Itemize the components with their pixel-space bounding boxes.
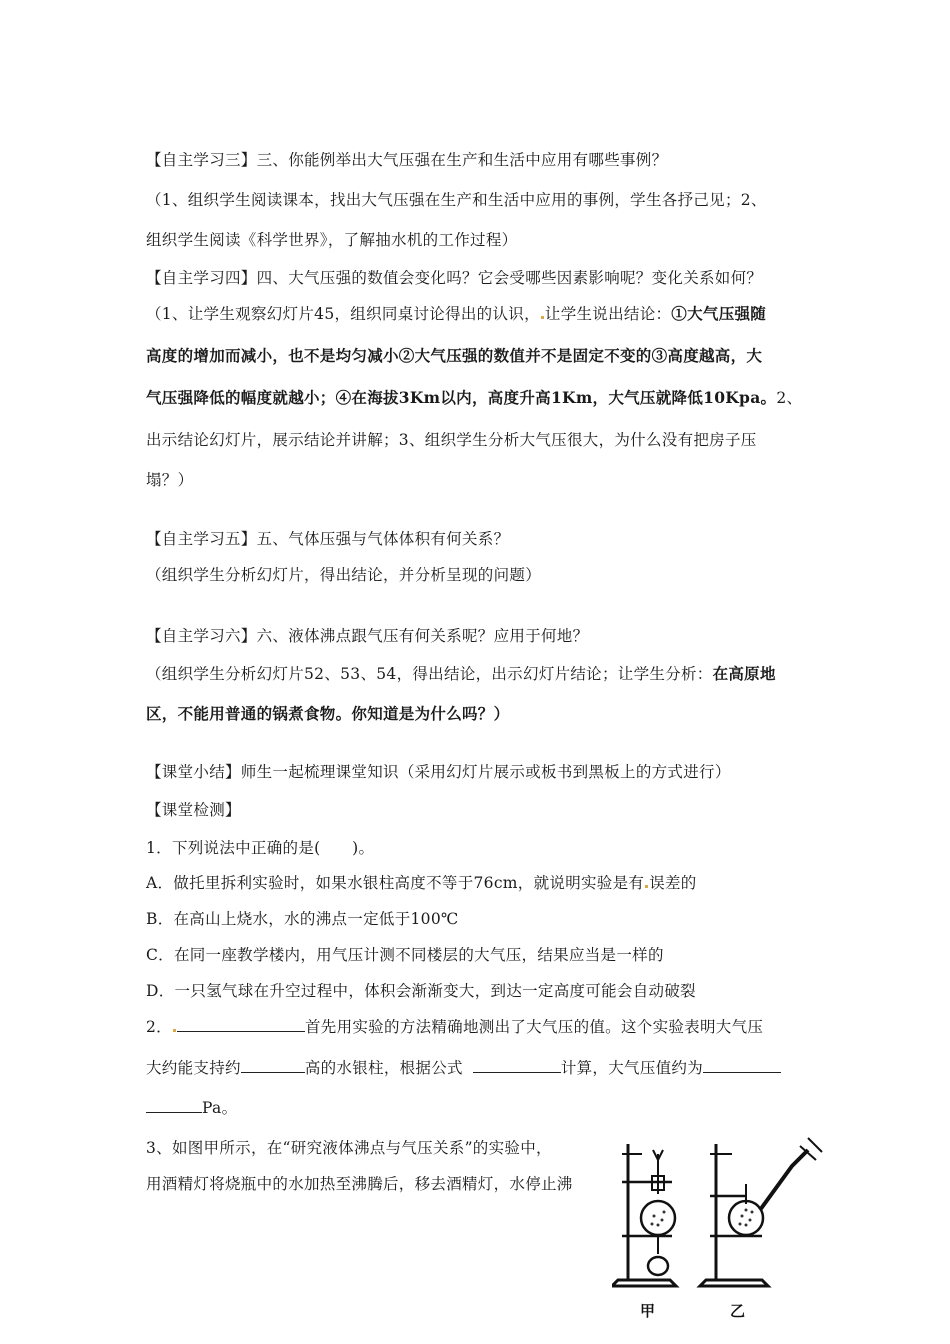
q1-option-b: B．在高山上烧水，水的沸点一定低于100℃ (146, 910, 459, 928)
check-heading: 【课堂检测】 (146, 801, 241, 819)
s5-title: 五、气体压强与气体体积有何关系？ (256, 530, 510, 548)
s6-tag: 【自主学习六】 (146, 627, 257, 645)
q3-line-1: 3、如图甲所示，在“研究液体沸点与气压关系”的实验中， (146, 1139, 552, 1157)
s5-para-1: （组织学生分析幻灯片，得出结论，并分析呈现的问题） (146, 566, 542, 584)
marker-dot (645, 885, 648, 888)
s6-para-1: （组织学生分析幻灯片52、53、54，得出结论，出示幻灯片结论；让学生分析：在高原地 (146, 664, 776, 683)
s6-title: 六、液体沸点跟气压有何关系呢？应用于何地？ (256, 627, 589, 645)
q1-option-c: C．在同一座教学楼内，用气压计测不同楼层的大气压，结果应当是一样的 (146, 946, 664, 964)
q1-option-d: D．一只氢气球在升空过程中，体积会渐渐变大，到达一定高度可能会自动破裂 (146, 982, 696, 1000)
s4-para-5: 塌？） (146, 471, 194, 489)
s5-heading (146, 527, 509, 549)
q2-blank-4[interactable] (703, 1058, 781, 1073)
fig-label-jia: 甲 (640, 1302, 656, 1320)
fig-label-yi: 乙 (730, 1302, 746, 1320)
s4-para-3: 气压强降低的幅度就越小；④在海拔3Km以内，高度升高1Km，大气压就降低10Kpa。2、 (146, 388, 803, 407)
summary-tag: 【课堂小结】 (146, 763, 241, 781)
stand-base (612, 1280, 676, 1286)
q2-blank-2[interactable] (241, 1058, 305, 1073)
s3-heading (146, 148, 667, 170)
s6-para-2: 区，不能用普通的锅煮食物。你知道是为什么吗？） (146, 704, 510, 723)
syringe (760, 1150, 808, 1210)
q2-line-2: 大约能支持约 高的水银柱，根据公式 计算，大气压值约为 (146, 1056, 781, 1078)
alcohol-lamp (648, 1257, 668, 1275)
s4-para-2: 高度的增加而减小，也不是均匀减小②大气压强的数值并不是固定不变的③高度越高，大 (146, 346, 763, 365)
s3-tag: 【自主学习三】 (146, 151, 257, 169)
q1-stem: 1．下列说法中正确的是( )。 (146, 839, 375, 857)
s4-tag: 【自主学习四】 (146, 269, 257, 287)
s3-title: 三、你能例举出大气压强在生产和生活中应用有哪些事例？ (256, 151, 668, 169)
marker-dot (541, 316, 544, 319)
flask-jia (641, 1201, 675, 1235)
summary (146, 760, 731, 782)
s4-title: 四、大气压强的数值会变化吗？它会受哪些因素影响呢？变化关系如何？ (256, 269, 763, 287)
s3-para-2: 组织学生阅读《科学世界》，了解抽水机的工作过程） (146, 231, 518, 249)
q1-option-a: A．做托里拆利实验时，如果水银柱高度不等于76cm，就说明实验是有 误差的 (146, 874, 697, 892)
q2-line-3: Pa。 (146, 1096, 237, 1118)
flask-yi (729, 1201, 763, 1235)
s5-tag: 【自主学习五】 (146, 530, 257, 548)
q2-line-1: 2． 首先用实验的方法精确地测出了大气压的值。这个实验表明大气压 (146, 1018, 764, 1036)
s4-heading (146, 266, 762, 288)
apparatus-diagram (612, 1124, 842, 1324)
q3-line-2: 用酒精灯将烧瓶中的水加热至沸腾后，移去酒精灯，水停止沸 (146, 1175, 573, 1193)
s4-para-4: 出示结论幻灯片，展示结论并讲解；3、组织学生分析大气压很大，为什么没有把房子压 (146, 431, 757, 449)
s6-heading (146, 624, 588, 646)
summary-text: 师生一起梳理课堂知识（采用幻灯片展示或板书到黑板上的方式进行） (240, 763, 731, 781)
s3-para-1: （1、组织学生阅读课本，找出大气压强在生产和生活中应用的事例，学生各抒己见；2、 (146, 191, 767, 209)
q2-blank-1[interactable] (177, 1017, 305, 1032)
q2-blank-4-cont[interactable] (146, 1098, 202, 1113)
q2-blank-3[interactable] (473, 1058, 561, 1073)
boiling-experiment-figure (612, 1124, 842, 1324)
marker-dot (173, 1029, 176, 1032)
stand-base-2 (700, 1280, 768, 1286)
s4-para-1: （1、让学生观察幻灯片45，组织同桌讨论得出的认识， 让学生说出结论：①大气压强随 (146, 304, 767, 323)
